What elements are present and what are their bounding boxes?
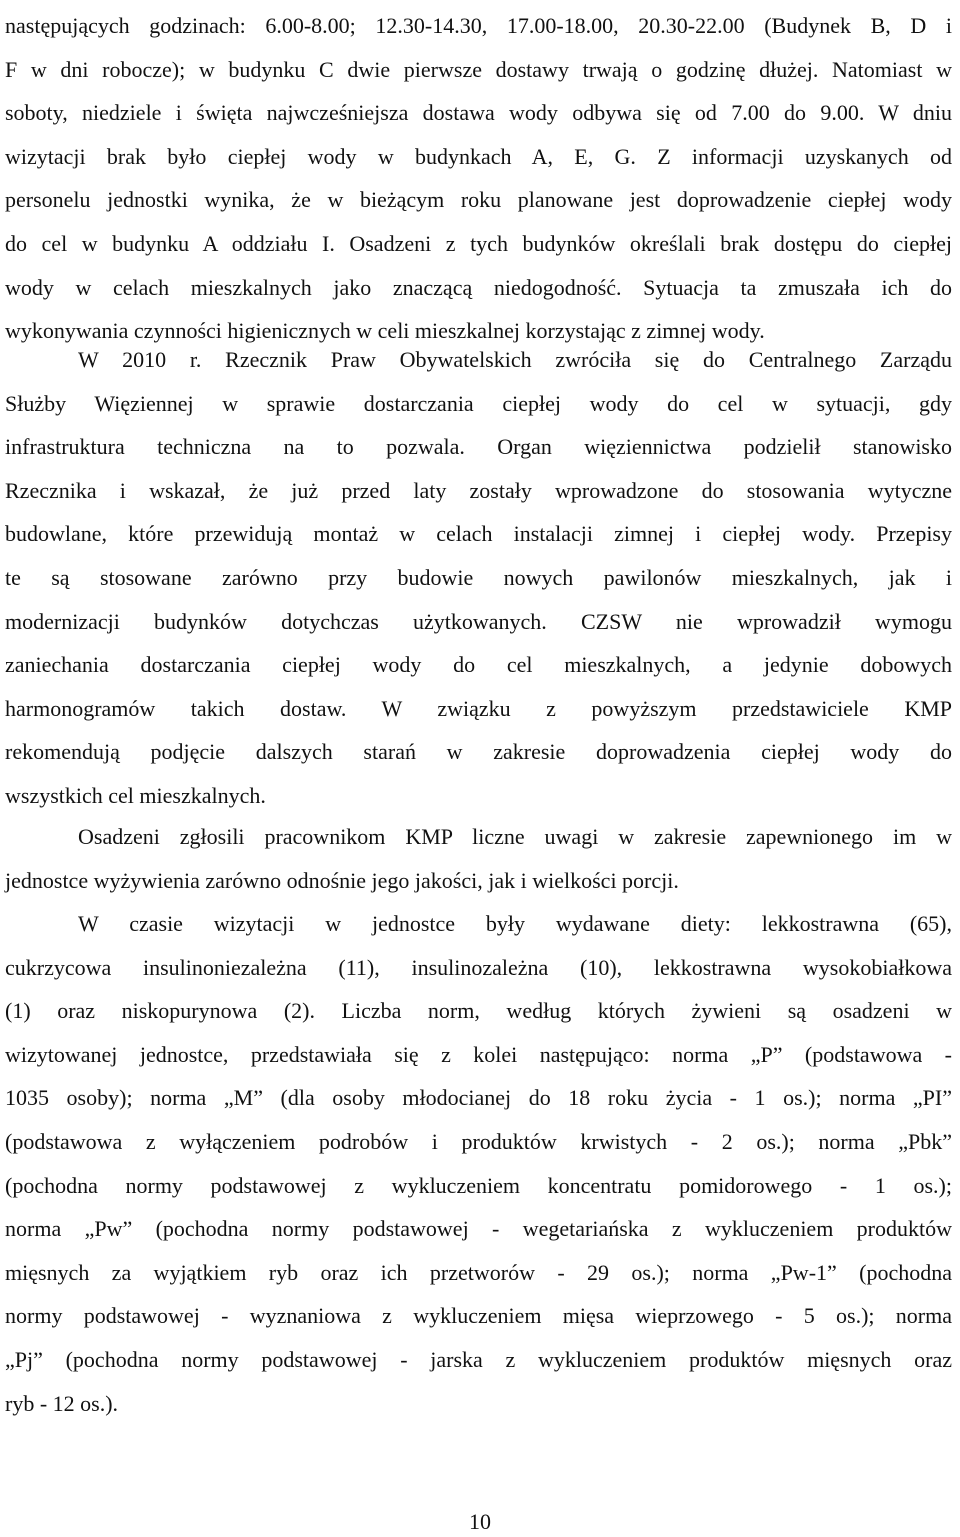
text-line: następujących godzinach: 6.00-8.00; 12.30-14.30, 17.00-18.00, 20.30-22.00 (Budynek B, D i [5,13,952,38]
text-line: „Pj” (pochodna normy podstawowej - jarska z wykluczeniem produktów mięsnych oraz [5,1346,952,1372]
paragraph-ombudsman-2010 [0,338,960,818]
text-line: W 2010 r. Rzecznik Praw Obywatelskich zwróciła się do Centralnego Zarządu [78,347,952,372]
text-line: (podstawowa z wyłączeniem podrobów i produktów krwistych - 2 os.); norma „Pbk” [5,1128,952,1154]
text-line: normy podstawowej - wyznaniowa z wykluczeniem mięsa wieprzowego - 5 os.); norma [5,1303,952,1329]
text-line: norma „Pw” (pochodna normy podstawowej - wegetariańska z wykluczeniem produktów [5,1216,952,1242]
paragraph-diets-and-norms [0,902,960,1425]
text-line: te są stosowane zarówno przy budowie nowych pawilonów mieszkalnych, jak i [5,564,952,590]
text-line: (1) oraz niskopurynowa (2). Liczba norm, według których żywieni są osadzeni w [5,998,952,1024]
text-line: wizytowanej jednostce, przedstawiała się z kolei następująco: norma „P” (podstawowa - [5,1041,952,1067]
text-line: F w dni robocze); w budynku C dwie pierwsze dostawy trwają o godzinę dłużej. Natomiast w [5,56,952,82]
text-line: personelu jednostki wynika, że w bieżącym roku planowane jest doprowadzenie ciepłej wody [5,187,952,213]
text-line: wody w celach mieszkalnych jako znaczącą niedogodność. Sytuacja ta zmuszała ich do [5,274,952,300]
text-line: mięsnych za wyjątkiem ryb oraz ich przetworów - 29 os.); norma „Pw-1” (pochodna [5,1259,952,1285]
text-line: Osadzeni zgłosili pracownikom KMP liczne uwagi w zakresie zapewnionego im w [78,824,952,849]
text-line: soboty, niedziele i święta najwcześniejsza dostawa wody odbywa się od 7.00 do 9.00. W dniu [5,100,952,126]
text-line: do cel w budynku A oddziału I. Osadzeni z tych budynków określali brak dostępu do ciepłej [5,230,952,256]
page-number: 10 [469,1509,491,1534]
text-line: rekomendują podjęcie dalszych starań w zakresie doprowadzenia ciepłej wody do [5,739,952,765]
text-line: infrastruktura techniczna na to pozwala. Organ więziennictwa podzielił stanowisko [5,434,952,460]
paragraph-food-complaints [0,815,960,902]
text-line: Rzecznika i wskazał, że już przed laty zostały wprowadzone do stosowania wytyczne [5,477,952,503]
text-line: Służby Więziennej w sprawie dostarczania ciepłej wody do cel w sytuacji, gdy [5,390,952,416]
text-line: zaniechania dostarczania ciepłej wody do cel mieszkalnych, a jedynie dobowych [5,652,952,678]
text-line: wszystkich cel mieszkalnych. [5,782,266,808]
text-line: W czasie wizytacji w jednostce były wydawane diety: lekkostrawna (65), [78,911,952,936]
text-line: modernizacji budynków dotychczas użytkowanych. CZSW nie wprowadził wymogu [5,608,952,634]
text-line: wizytacji brak było ciepłej wody w budynkach A, E, G. Z informacji uzyskanych od [5,143,952,169]
text-line: (pochodna normy podstawowej z wykluczeniem koncentratu pomidorowego - 1 os.); [5,1172,952,1198]
text-line: cukrzycowa insulinoniezależna (11), insulinozależna (10), lekkostrawna wysokobiałkowa [5,954,952,980]
paragraph-hot-water-schedule [0,4,960,353]
text-line: budowlane, które przewidują montaż w celach instalacji zimnej i ciepłej wody. Przepisy [5,521,952,547]
text-line: harmonogramów takich dostaw. W związku z powyższym przedstawiciele KMP [5,695,952,721]
text-line: ryb - 12 os.). [5,1390,119,1416]
text-line: 1035 osoby); norma „M” (dla osoby młodocianej do 18 roku życia - 1 os.); norma „PI” [5,1085,952,1111]
text-line: jednostce wyżywienia zarówno odnośnie jego jakości, jak i wielkości porcji. [5,867,679,893]
text-line: wykonywania czynności higienicznych w celi mieszkalnej korzystając z zimnej wody. [5,318,765,344]
